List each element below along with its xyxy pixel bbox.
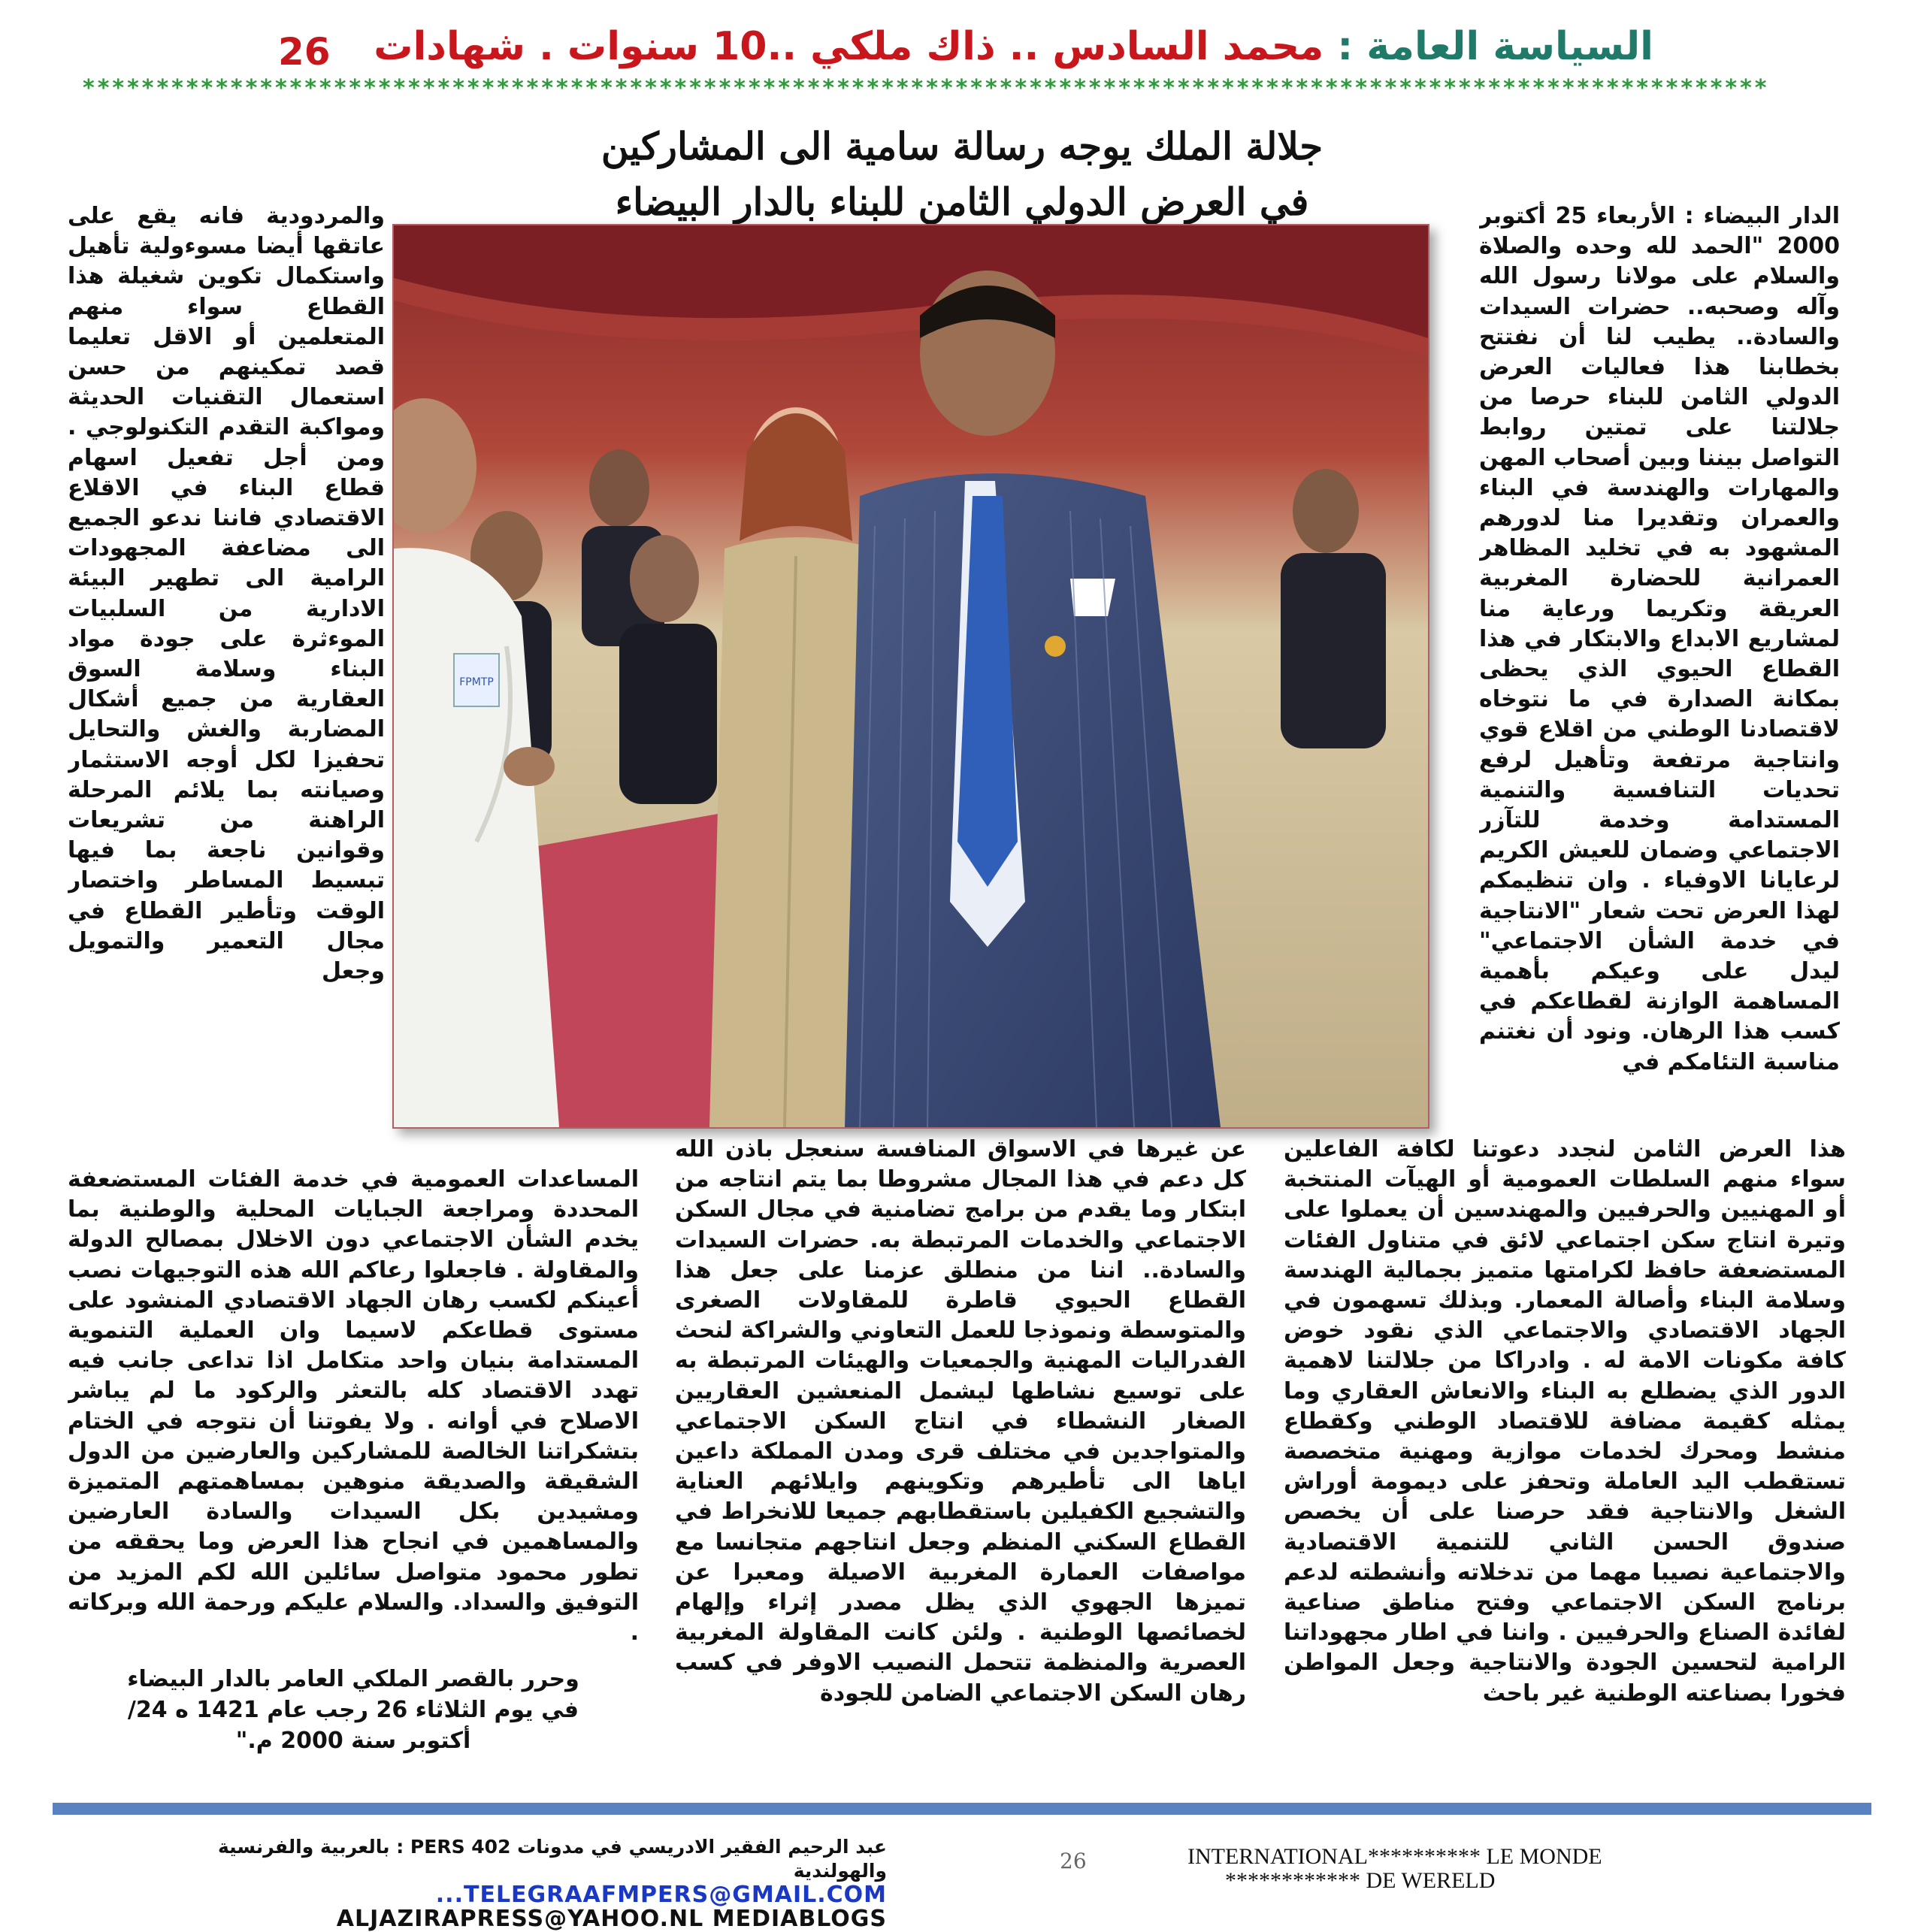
- closing-line-3: أكتوبر سنة 2000 م.": [235, 1728, 471, 1754]
- header-page-number: 26: [278, 30, 331, 74]
- column-bottom-left: المساعدات العمومية في خدمة الفئات المستضعفة المحددة ومراجعة الجبايات المحلية والوطنية بما يخدم الشأن الاجتماعي دون الاخلال بمصالح الدولة والمقاولة . فاجعلوا رعاكم الله هذه التوجيهات نصب أعينكم لكسب رهان الجهاد الاقتصادي المنشود على مستوى قطاعكم لاسيما وان العملية التنموية المستدامة بنيان واحد متكامل اذا تداعى جانب فيه تهدد الاقتصاد كله بالتعثر والركود ما لم يباشر الاصلاح في أوانه . ولا يفوتنا أن نتوجه في الختام بتشكراتنا الخالصة للمشاركين والعارضين من الدول الشقيقة والصديقة منوهين بمساهمتهم المتميزة ومشيدين بكل السيدات والسادة العارضين والمساهمين في انجاح هذا العرض وما يحققه من تطور محمود متواصل سائلين الله لكم المزيد من التوفيق والسداد. والسلام عليكم ورحمة الله وبركاته .: [68, 1166, 639, 1646]
- headline-line-1: جلالة الملك يوجه رسالة سامية الى المشاركين: [600, 124, 1324, 168]
- photo-illustration: [394, 225, 1428, 1127]
- column-right-top: الدار البيضاء : الأربعاء 25 أكتوبر 2000 "الحمد لله وحده والصلاة والسلام على مولانا رسول الله وآله وصحبه.. حضرات السيدات والسادة.. يطيب لنا أن نفتتح بخطابنا هذا فعاليات العرض الدولي الثامن للبناء حرصا من جلالتنا على تمتين روابط التواصل بيننا وبين أصحاب المهن والمهارات والهندسة في البناء والعمران وتقديرا منا لدورهم المشهود به في تخليد المظاهر العمرانية للحضارة المغربية العريقة وتكريما ورعاية منا لمشاريع الابداع والابتكار في هذا القطاع الحيوي الذي يحظى بمكانة الصدارة في ما نتوخاه لاقتصادنا الوطني من اقلاع قوي وانتاجية مرتفعة وتأهيل لرفع تحديات التنافسية والتنمية المستدامة وخدمة للتآزر الاجتماعي وضمان للعيش الكريم لرعايانا الاوفياء . وان تنظيمكم لهذا العرض تحت شعار "الانتاجية في خدمة الشأن الاجتماعي" ليدل على وعيكم بأهمية المساهمة الوازنة لقطاعكم في كسب هذا الرهان. ونود أن نغتنم مناسبة التئامكم في: [1479, 203, 1840, 1075]
- column-bottom-right: هذا العرض الثامن لنجدد دعوتنا لكافة الفاعلين سواء منهم السلطات العمومية أو الهيآت المنتخبة أو المهنيين والحرفيين والمهندسين أن يعملوا على وتيرة انتاج سكن اجتماعي لائق في متناول الفئات المستضعفة حافظ لكرامتها متميز بجمالية الهندسة وسلامة البناء وأصالة المعمار. وبذلك تسهمون في الجهاد الاقتصادي والاجتماعي الذي نقود خوض كافة مكونات الامة له . وادراكا من جلالتنا لاهمية الدور الذي يضطلع به البناء والانعاش العقاري وما يمثله كقيمة مضافة للاقتصاد الوطني وكقطاع منشط ومحرك لخدمات موازية ومهنية متخصصة تستقطب اليد العاملة وتحفز على ديمومة أوراش الشغل والانتاجية فقد حرصنا على أن يخصص صندوق الحسن الثاني للتنمية الاقتصادية والاجتماعية نصيبا مهما من تدخلاته وأنشطته لدعم برنامج السكن الاجتماعي وفتح مناطق صناعية لفائدة الصناع والحرفيين . واننا في اطار مجهوداتنا الرامية لتحسين الجودة والانتاجية وجعل المواطن فخورا بصناعته الوطنية غير باحث: [1284, 1136, 1846, 1707]
- footer-masthead-line-1: INTERNATIONAL********** LE MONDE: [1187, 1844, 1602, 1869]
- closing-line-2: في يوم الثلاثاء 26 رجب عام 1421 ه 24/: [127, 1697, 579, 1723]
- footer-email-gmail[interactable]: TELEGRAAFMPERS@GMAIL.COM...: [435, 1882, 887, 1908]
- photo-badge-text: FPMTP: [459, 676, 494, 688]
- footer-masthead: [1187, 1845, 1789, 1893]
- closing-line-1: وحرر بالقصر الملكي العامر بالدار البيضاء: [127, 1666, 579, 1692]
- footer-page-number: 26: [1060, 1849, 1087, 1873]
- footer-email-yahoo[interactable]: ALJAZIRAPRESS@YAHOO.NL MEDIABLOGS: [336, 1906, 887, 1932]
- footer-author-line: عبد الرحيم الفقير الادريسي في مدونات PERS 402 : بالعربية والفرنسية والهولندية: [218, 1836, 887, 1882]
- footer-masthead-line-2: ************ DE WERELD: [1225, 1868, 1496, 1893]
- header-star-divider: ******************************************************************************************************************: [83, 75, 1770, 101]
- footer-divider-bar: [53, 1803, 1871, 1815]
- header-title-series: محمد السادس .. ذاك ملكي ..10 سنوات . شهادات: [374, 24, 1324, 69]
- closing-signature: [68, 1664, 639, 1761]
- header-title: [374, 24, 1653, 69]
- headline-line-2: في العرض الدولي الثامن للبناء بالدار البيضاء: [615, 180, 1309, 224]
- header-title-section: السياسة العامة :: [1324, 24, 1653, 69]
- news-photo: [392, 224, 1429, 1129]
- column-bottom-middle: عن غيرها في الاسواق المنافسة سنعجل باذن الله كل دعم في هذا المجال مشروطا بما يتم انتاجه من ابتكار وما يقدم من برامج تضامنية في مجال السكن الاجتماعي والخدمات المرتبطة به. حضرات السيدات والسادة.. اننا من منطلق عزمنا على جعل هذا القطاع الحيوي قاطرة للمقاولات الصغرى والمتوسطة ونموذجا للعمل التعاوني والشراكة لنحث الفدراليات المهنية والجمعيات والهيئات المرتبطة به على توسيع نشاطها ليشمل المنعشين العقاريين الصغار النشطاء في انتاج السكن الاجتماعي والمتواجدين في مختلف قرى ومدن المملكة داعين اياها الى تأطيرهم وتكوينهم وايلائهم العناية والتشجيع الكفيلين باستقطابهم جميعا للانخراط في القطاع السكني المنظم وجعل انتاجهم متجانسا مع مواصفات العمارة المغربية الاصيلة ومعبرا عن تميزها الجهوي الذي يظل مصدر إثراء وإلهام لخصائصها الوطنية . ولئن كانت المقاولة المغربية العصرية والمنظمة تتحمل النصيب الاوفر في كسب رهان السكن الاجتماعي الضامن للجودة: [675, 1136, 1246, 1707]
- article-headline: [451, 119, 1473, 230]
- footer-contact-block: [120, 1835, 887, 1931]
- column-left-top: والمردودية فانه يقع على عاتقها أيضا مسوءولية تأهيل واستكمال تكوين شغيلة هذا القطاع سواء منهم المتعلمين أو الاقل تعليما قصد تمكينهم من حسن استعمال التقنيات الحديثة ومواكبة التقدم التكنولوجي . ومن أجل تفعيل اسهام قطاع البناء في الاقلاع الاقتصادي فاننا ندعو الجميع الى مضاعفة المجهودات الرامية الى تطهير البيئة الادارية من السلبيات الموءثرة على جودة مواد البناء وسلامة السوق العقارية من جميع أشكال المضاربة والغش والتحايل تحفيزا لكل أوجه الاستثمار وصيانته بما يلائم المرحلة الراهنة من تشريعات وقوانين ناجعة بما فيها تبسيط المساطر واختصار الوقت وتأطير القطاع في مجال التعمير والتمويل وجعل: [68, 203, 385, 985]
